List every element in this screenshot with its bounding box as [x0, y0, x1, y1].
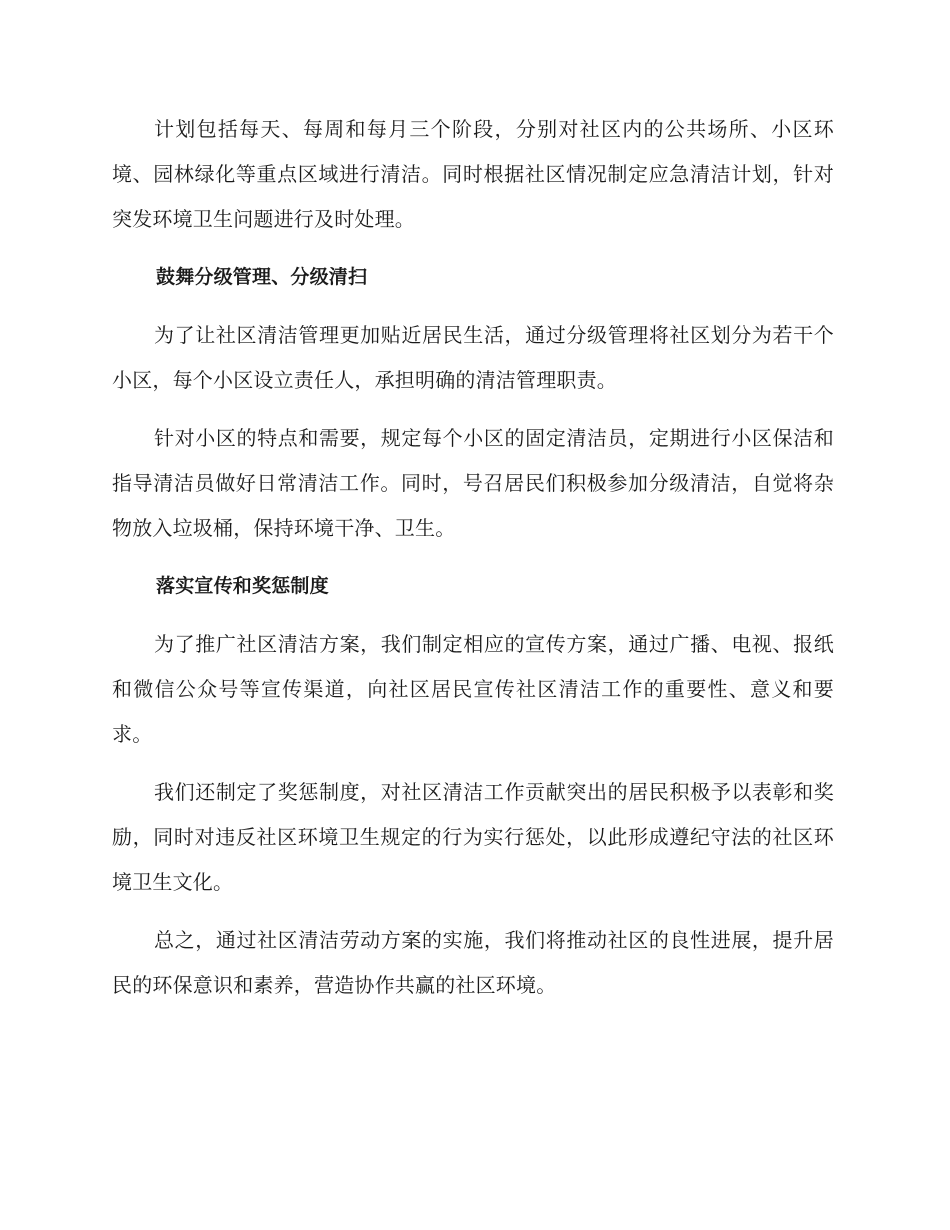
document-page [112, 107, 834, 1021]
paragraph-cleaners: 针对小区的特点和需要，规定每个小区的固定清洁员，定期进行小区保洁和指导清洁员做好日常清洁工作。同时，号召居民们积极参加分级清洁，自觉将杂物放入垃圾桶，保持环境干净、卫生。 [112, 426, 834, 540]
paragraph-publicity: 为了推广社区清洁方案，我们制定相应的宣传方案，通过广播、电视、报纸和微信公众号等宣传渠道，向社区居民宣传社区清洁工作的重要性、意义和要求。 [112, 632, 834, 746]
paragraph-graded-management: 为了让社区清洁管理更加贴近居民生活，通过分级管理将社区划分为若干个小区，每个小区设立责任人，承担明确的清洁管理职责。 [112, 323, 834, 392]
section-heading-graded-management: 鼓舞分级管理、分级清扫 [156, 266, 368, 288]
section-heading-publicity-rewards: 落实宣传和奖惩制度 [156, 575, 329, 597]
paragraph-conclusion: 总之，通过社区清洁劳动方案的实施，我们将推动社区的良性进展，提升居民的环保意识和素养，营造协作共赢的社区环境。 [112, 928, 834, 997]
paragraph-rewards: 我们还制定了奖惩制度，对社区清洁工作贡献突出的居民积极予以表彰和奖励，同时对违反社区环境卫生规定的行为实行惩处，以此形成遵纪守法的社区环境卫生文化。 [112, 780, 834, 894]
paragraph-cleaning-plan: 计划包括每天、每周和每月三个阶段，分别对社区内的公共场所、小区环境、园林绿化等重点区域进行清洁。同时根据社区情况制定应急清洁计划，针对突发环境卫生问题进行及时处理。 [112, 117, 834, 231]
